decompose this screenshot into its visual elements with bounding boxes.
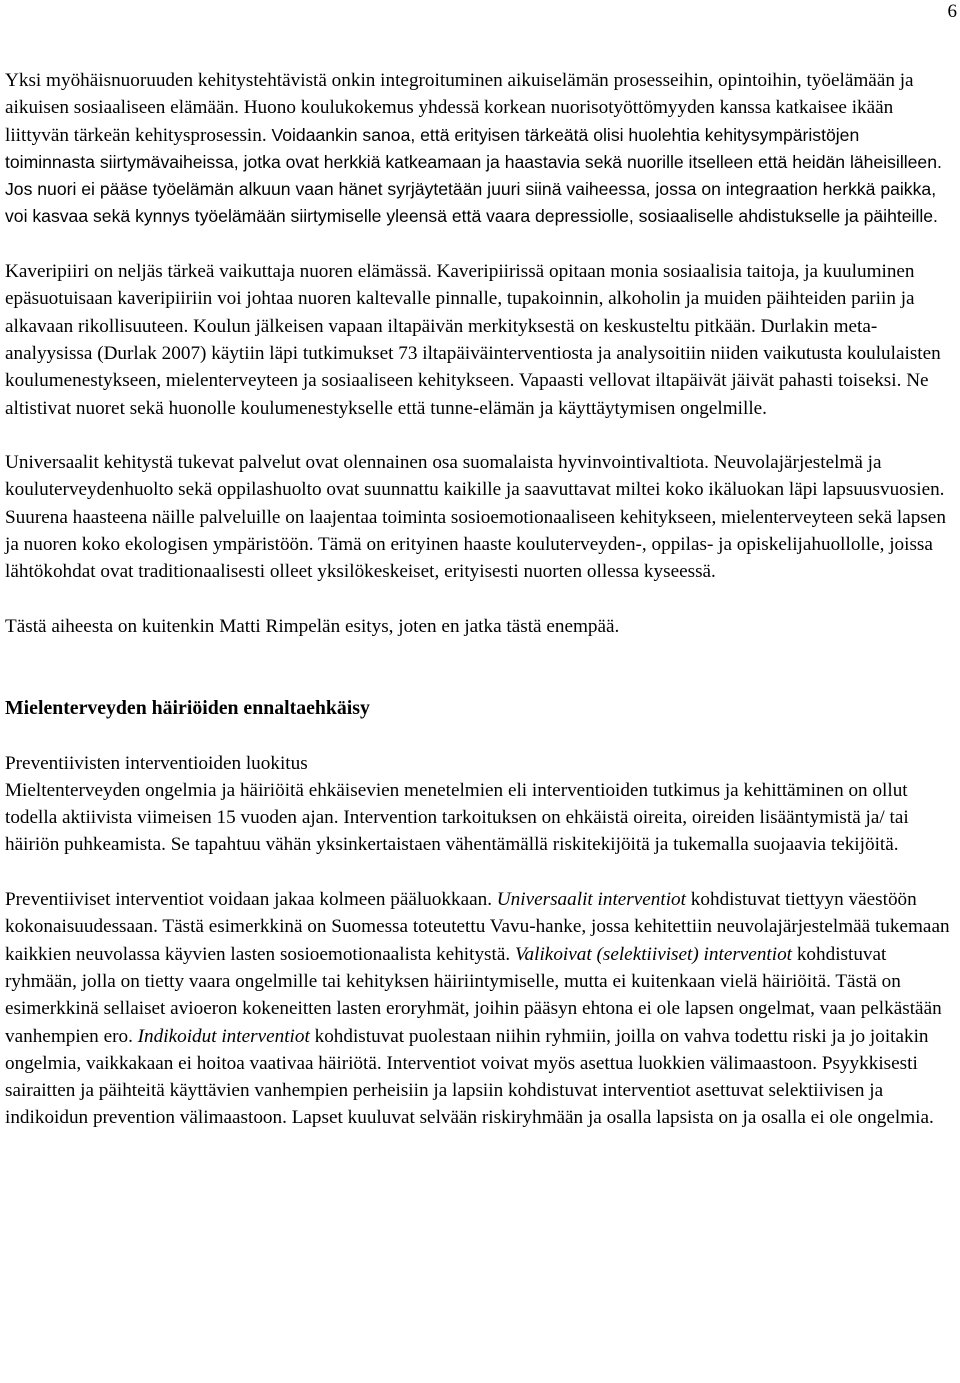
subsection-heading: Preventiivisten interventioiden luokitus (5, 752, 308, 774)
paragraph-development-tasks (5, 67, 950, 231)
term-indicated-interventions: Indikoidut interventiot (137, 1025, 310, 1047)
paragraph-intervention-classes (5, 886, 950, 1132)
paragraph-prevention-research: Mieltenterveyden ongelmia ja häiriöitä ehkäisevien menetelmien eli interventioiden tutkimus ja kehittäminen on ollut todella aktiivista viimeisen 15 vuoden ajan. Intervention tarkoituksen on ehkäistä oireita, oireiden lisääntymistä ja/ tai häiriön puhkeamista. Se tapahtuu vähän yksinkertaistaen vähentämällä riskitekijöitä ja tukemalla suojaavia tekijöitä. (5, 779, 909, 856)
paragraph-text: kohdistuvat ryhmään, jolla on tietty vaara ongelmille tai kehityksen häiriintymiselle, mutta ei kuitenkaan vielä häiriöitä. Tästä on esimerkkinä sellaiset avioeron kokeneitten lasten eroryhmät, joihin pääsyn ehtona ei ole lapsen ongelmat, vaan pelkästään vanhempien ero. (5, 943, 942, 1047)
paragraph-text-sans: Jos nuori ei pääse työelämän alkuun vaan hänet syrjäytetään juuri siinä vaiheessa, jossa on integraation herkkä paikka, voi kasvaa sekä kynnys työelämään siirtymiselle yleensä että vaara depressiolle, sosiaaliselle ahdistukselle ja päihteille. (5, 179, 938, 227)
paragraph-text: kohdistuvat puolestaan niihin ryhmiin, joilla on vahva todettu riski ja jo joitakin ongelmia, vaikkakaan ei hoitoa vaativaa häiriötä. Interventiot voivat myös asettua luokkien välimaastoon. Psyykkisesti sairaitten ja päihteitä käyttävien vanhempien perheisiin ja lapsiin kohdistuvat interventiot asettuvat selektiivisen ja indikoidun prevention välimaastoon. Lapset kuuluvat selvään riskiryhmään ja osalla lapsista on ja osalla ei ole ongelmia. (5, 1025, 934, 1129)
paragraph-universal-services: Universaalit kehitystä tukevat palvelut ovat olennainen osa suomalaista hyvinvointivaltiota. Neuvolajärjestelmä ja kouluterveydenhuolto sekä oppilashuolto ovat suunnattu kaikille ja saavuttavat miltei koko ikäluokan läpi lapsuusvuosien. Suurena haasteena näille palveluille on laajentaa toiminta sosioemotionaaliseen kehitykseen, mielenterveyteen sekä lapsen ja nuoren koko ekologisen ympäristöön. Tämä on erityinen haaste kouluterveyden-, oppilas- ja opiskelijahuollolle, joissa lähtökohdat ovat traditionaalisesti olleet yksilökeskeiset, erityisesti nuorten ollessa kyseessä. (5, 452, 946, 583)
term-universal-interventions: Universaalit interventiot (496, 889, 686, 911)
section-heading: Mielenterveyden häiriöiden ennaltaehkäisy (5, 697, 370, 720)
paragraph-text: kohdistuvat tiettyyn väestöön kokonaisuudessaan. Tästä esimerkkinä on Suomessa toteutettu Vavu-hanke, jossa kehitettiin neuvolajärjestelmää tukemaan kaikkien neuvolassa käyvien lasten sosioemotionaalista kehitystä. (5, 889, 950, 965)
paragraph-text-sans: Voidaankin sanoa, että erityisen tärkeätä olisi huolehtia kehitysympäristöjen toiminnasta siirtymävaiheissa, jotka ovat herkkiä katkeamaan ja haastavia sekä nuorille itselleen että heidän läheisilleen. (5, 124, 942, 172)
page-number: 6 (947, 1, 957, 22)
paragraph-rimpela-note: Tästä aiheesta on kuitenkin Matti Rimpelän esitys, joten en jatka tästä enempää. (5, 615, 620, 637)
paragraph-text: Yksi myöhäisnuoruuden kehitystehtävistä onkin integroituminen aikuiselämän prosesseihin, opintoihin, työelämään ja aikuisen sosiaaliseen elämään. Huono koulukokemus yhdessä korkean nuorisotyöttömyyden kanssa katkaisee ikään liittyvän tärkeän kehitysprosessin. (5, 70, 914, 146)
paragraph-text: Preventiiviset interventiot voidaan jakaa kolmeen pääluokkaan. (5, 889, 497, 911)
paragraph-peer-group: Kaveripiiri on neljäs tärkeä vaikuttaja nuoren elämässä. Kaveripiirissä opitaan monia sosiaalisia taitoja, ja kuuluminen epäsuotuisaan kaveripiiriin voi johtaa nuoren kaltevalle pinnalle, tupakoinnin, alkoholin ja muiden päihteiden pariin ja alkavaan rikollisuuteen. Koulun jälkeisen vapaan iltapäivän merkityksestä on keskusteltu pitkään. Durlakin meta-analyysissa (Durlak 2007) käytiin läpi tutkimukset 73 iltapäiväinterventiosta ja analysoitiin niiden vaikutusta koululaisten koulumenestykseen, mielenterveyteen ja sosiaaliseen kehitykseen. Vapaasti vellovat iltapäivät jäivät pahasti toiseksi. Ne altistivat nuoret sekä huonolle koulumenestykselle että tunne-elämän ja käyttäytymisen ongelmille. (5, 261, 941, 419)
document-body (5, 67, 950, 1132)
term-selective-interventions: Valikoivat (selektiiviset) interventiot (514, 943, 793, 965)
